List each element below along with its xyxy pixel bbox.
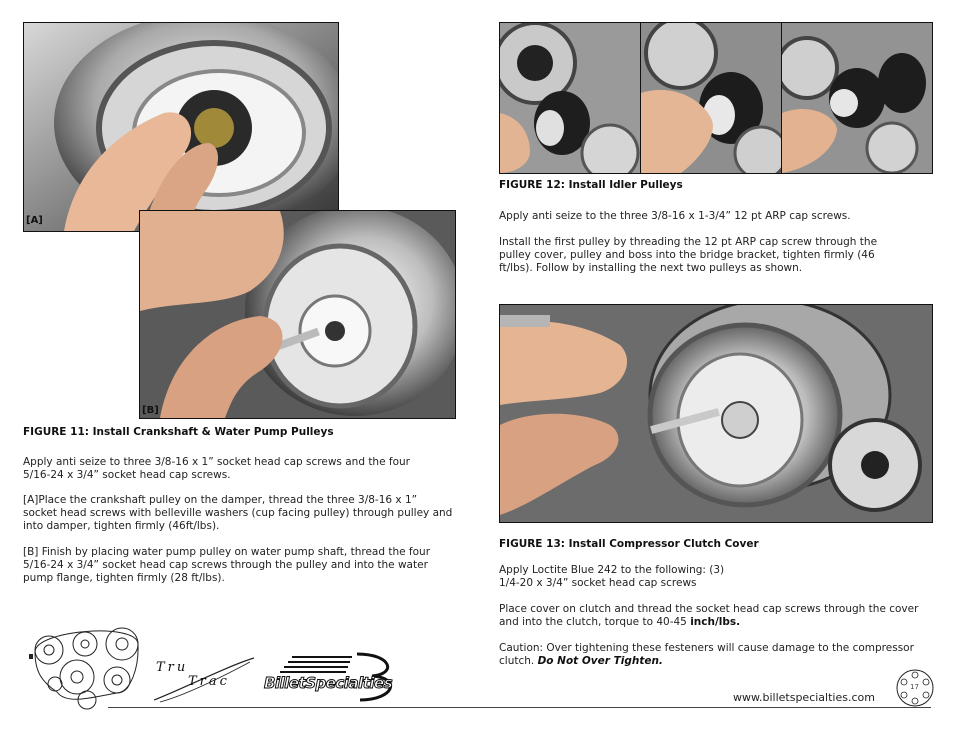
- clutch-cover-illustration: [500, 305, 932, 522]
- photo-idler-pulley-2: [640, 22, 782, 174]
- photo-label-b: [B]: [142, 405, 159, 416]
- serpentine-belt-icon: [27, 622, 147, 710]
- photo-compressor-clutch-cover: [499, 304, 933, 523]
- water-pump-pulley-illustration: [140, 211, 455, 418]
- idler-pulley-illustration-3: [782, 23, 932, 173]
- photo-idler-pulley-3: [781, 22, 933, 174]
- idler-pulley-illustration-2: [641, 23, 781, 173]
- billet-specialties-logo-text: BilletSpecialties: [264, 674, 393, 692]
- figure-11-paragraph-1: Apply anti seize to three 3/8-16 x 1” socket head cap screws and the four 5/16-24 x 3/4” socket head cap screws.: [23, 456, 410, 481]
- figure-13-paragraph-2: [499, 603, 931, 629]
- figure-13-paragraph-3-emphasis: Do Not Over Tighten.: [537, 655, 663, 667]
- figure-13-paragraph-3: [499, 642, 919, 668]
- figure-11-title: FIGURE 11: Install Crankshaft & Water Pump Pulleys: [23, 426, 334, 438]
- figure-11-paragraph-2: [A]Place the crankshaft pulley on the damper, thread the three 3/8-16 x 1” socket head screws with belleville washers (cup facing pulley) through pulley and into damper, tighten firmly (46ft/lbs).: [23, 494, 453, 532]
- figure-13-paragraph-2-bold: inch/lbs.: [690, 616, 741, 628]
- idler-pulley-illustration-1: [500, 23, 640, 173]
- figure-12-title: FIGURE 12: Install Idler Pulleys: [499, 179, 683, 191]
- trutrac-logo-word-1: Tru: [156, 660, 189, 675]
- billet-specialties-logo: [262, 652, 417, 702]
- footer-divider: [108, 707, 931, 708]
- trutrac-logo: [150, 650, 260, 705]
- page-number: 17: [910, 683, 919, 691]
- photo-idler-pulley-1: [499, 22, 641, 174]
- website-url: www.billetspecialties.com: [733, 691, 875, 704]
- photo-water-pump-pulley-b: [139, 210, 456, 419]
- figure-13-paragraph-3-text: Caution: Over tightening these festeners will cause damage to the compressor clutch.: [499, 642, 914, 667]
- photo-label-a: [A]: [26, 215, 43, 226]
- engine-drive-diagram-logo: [27, 622, 147, 710]
- figure-11-paragraph-3: [B] Finish by placing water pump pulley on water pump shaft, thread the four 5/16-24 x 3/4” socket head cap screws through the pulley and into the water pump flange, tighten firmly (28 ft/lbs).: [23, 546, 431, 584]
- crank-pulley-illustration: [24, 23, 338, 231]
- figure-12-paragraph-1: Apply anti seize to the three 3/8-16 x 1-3/4” 12 pt ARP cap screws.: [499, 210, 851, 222]
- page-number-badge: [895, 668, 935, 708]
- figure-13-title: FIGURE 13: Install Compressor Clutch Cover: [499, 538, 759, 550]
- figure-13-paragraph-1: Apply Loctite Blue 242 to the following: (3) 1/4-20 x 3/4” socket head cap screws: [499, 564, 725, 589]
- figure-12-paragraph-2: Install the first pulley by threading the 12 pt ARP cap screw through the pulley cover, pulley and boss into the bridge bracket, tighten firmly (46 ft/lbs). Follow by installing the next two pulleys as shown.: [499, 236, 878, 274]
- trutrac-logo-word-2: Trac: [188, 674, 230, 689]
- photo-crank-pulley-a: [23, 22, 339, 232]
- figure-13-paragraph-2-text: Place cover on clutch and thread the socket head cap screws through the cover and into the clutch, torque to 40-45: [499, 603, 919, 628]
